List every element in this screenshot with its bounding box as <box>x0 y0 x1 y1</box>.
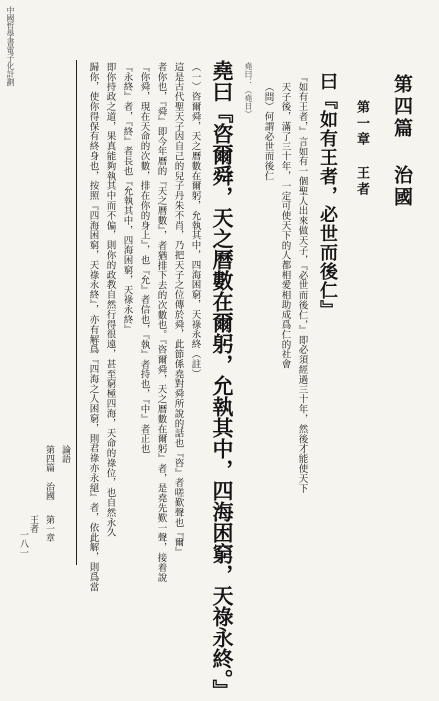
section1-line-1: 『如有王者，』言如有一個聖人出來做天子，『必世而後仁，』即必須經過三十年，然後才能使天下 <box>296 72 308 494</box>
section1-line-2: 天子後，滿了三十年，一定可使天下的人都相愛相助成爲仁的社會 <box>279 82 291 370</box>
section2-line-1: （一）咨爾舜，天之曆數在爾躬，允執其中，四海困窮，天祿永終（註） <box>189 62 201 379</box>
corner-mark: 中國哲學書電子化計劃 <box>6 6 15 86</box>
section2-line-7: 歸你，使你得保有終身也，按照『四海困窮，天祿永終』，亦有解爲『四海之人困窮，則君祿亦永絕』者，依此解，則爲當 <box>87 62 99 592</box>
section2-line-4: 『你舜，現在天命的次數，排在你的身上』，也『允』者信也，『執』者持也，『中』者正也 <box>138 62 150 454</box>
section2-line-5: 『永終』者，『終』者長也『允執其中，四海困窮，天祿永終』 <box>121 62 133 335</box>
footer-section: 治國 <box>44 482 54 500</box>
section2-note: 堯曰：（堯日） <box>244 62 253 118</box>
page-number: 一八一 <box>18 530 28 557</box>
footer-part: 第四篇 <box>44 445 54 472</box>
section2-line-2: 這是古代聖天子因自己的兒子丹朱不肖，乃把天子之位傳於舜，此節係堯對舜所說的話也『咨』者嗟歎聲也『爾』 <box>172 62 184 557</box>
section2-heading: 堯曰『咨爾舜，天之曆數在爾躬，允執其中，四海困窮，天祿永終。』 <box>210 60 235 701</box>
footer-chapter-name: 王者 <box>28 515 38 533</box>
section2-line-3: 者你也，『舜』即今年曆的『天之曆數』，者猶排下去的次數也。『咨爾舜，天之曆數在爾躬』者，是堯先歎一聲，接着說 <box>155 62 167 583</box>
section1-line-3: （問）何謂必世而後仁 <box>262 82 274 181</box>
section1-heading: 曰『如有王者，必世而後仁』 <box>317 72 338 319</box>
footer-chapter: 第一章 <box>44 515 54 542</box>
part-title: 第四篇 治國 <box>391 74 413 209</box>
section2-line-6: 即你持政之道，果真能夠執其中而不偏，則你的政教自然行得很遠，甚至窮極四海，天命的祿位，也自然永久 <box>104 62 116 538</box>
footer-book: 論語 <box>60 445 70 463</box>
chapter-title: 第一章 王者 <box>354 100 369 198</box>
margin-rule <box>76 60 77 565</box>
